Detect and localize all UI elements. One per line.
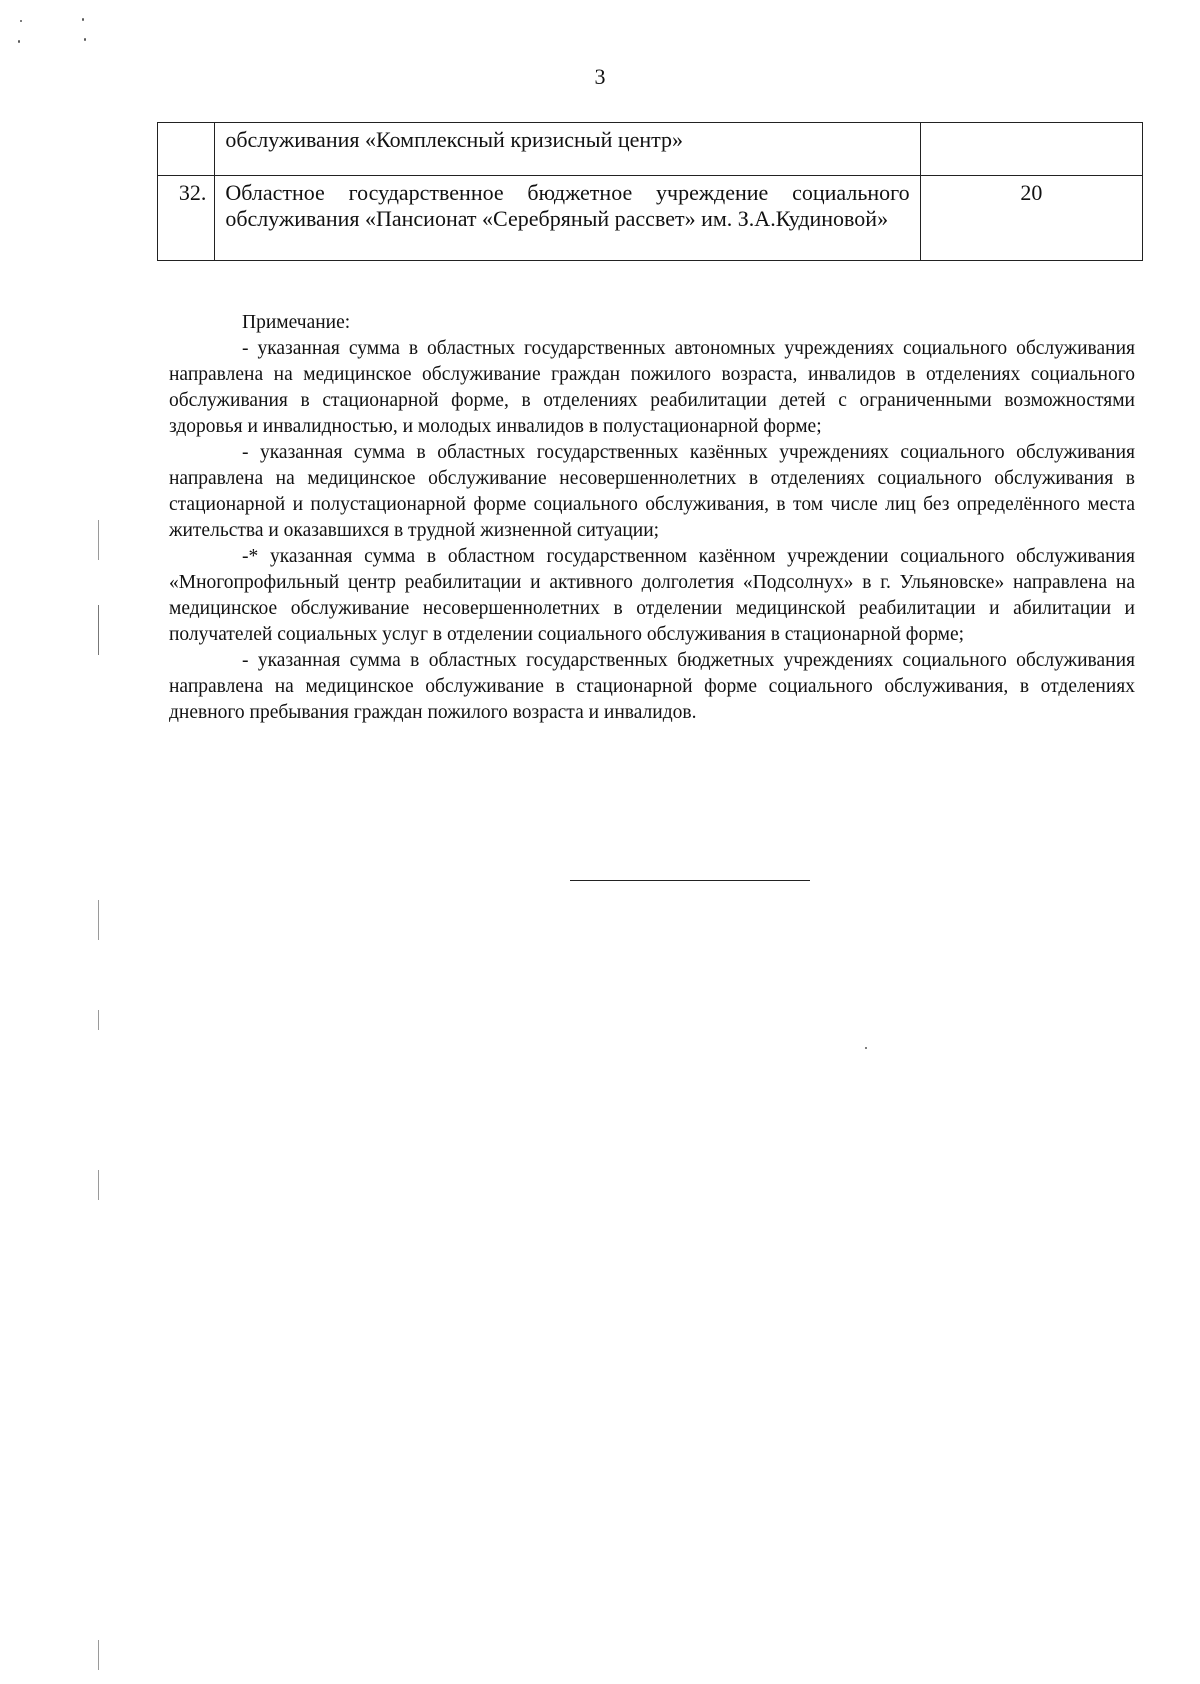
notes-title: Примечание: [242, 312, 351, 333]
scan-edge-mark [98, 1640, 99, 1670]
note-paragraph: - указанная сумма в областных государственных автономных учреждениях социального обслуживания направлена на медицинское обслуживание граждан пожилого возраста, инвалидов в отделениях социального обслуживания в стационарной форме, в отделениях реабилитации детей с ограниченными возможностями здоровья и инвалидностью, и молодых инвалидов в полустационарной форме; [169, 338, 1135, 437]
scan-edge-mark [98, 900, 99, 940]
amount-cell: 20 [920, 176, 1142, 261]
scan-edge-mark [98, 520, 99, 560]
institution-name-cell: обслуживания «Комплексный кризисный центр» [215, 123, 920, 176]
scan-edge-mark [98, 605, 99, 655]
amount-cell [920, 123, 1142, 176]
note-paragraph: - указанная сумма в областных государственных бюджетных учреждениях социального обслуживания направлена на медицинское обслуживание в стационарной форме социального обслуживания, в отделениях дневного пребывания граждан пожилого возраста и инвалидов. [169, 650, 1135, 723]
scan-speck [865, 1047, 867, 1049]
institutions-table [157, 122, 1143, 261]
closing-rule-line [570, 880, 810, 881]
table-row [158, 123, 1143, 176]
notes-section [169, 310, 1135, 726]
scan-speck [84, 38, 86, 41]
institution-name-cell: Областное государственное бюджетное учреждение социального обслуживания «Пансионат «Серебряный рассвет» им. З.А.Кудиновой» [215, 176, 920, 261]
scan-speck [20, 20, 22, 22]
scan-edge-mark [98, 1010, 99, 1030]
row-number-cell [158, 123, 215, 176]
table-row [158, 176, 1143, 261]
page-number: 3 [594, 64, 606, 89]
scan-speck [18, 40, 20, 43]
row-number-cell: 32. [158, 176, 215, 261]
note-paragraph: -* указанная сумма в областном государственном казённом учреждении социального обслуживания «Многопрофильный центр реабилитации и активного долголетия «Подсолнух» в г. Ульяновске» направлена на медицинское обслуживание несовершеннолетних в отделении медицинской реабилитации и абилитации и получателей социальных услуг в отделении социального обслуживания в стационарной форме; [169, 546, 1135, 645]
note-paragraph: - указанная сумма в областных государственных казённых учреждениях социального обслуживания направлена на медицинское обслуживание несовершеннолетних в отделениях социального обслуживания в стационарной и полустационарной форме социального обслуживания, в том числе лиц без определённого места жительства и оказавшихся в трудной жизненной ситуации; [169, 442, 1135, 541]
scan-edge-mark [98, 1170, 99, 1200]
scan-speck [82, 18, 84, 21]
